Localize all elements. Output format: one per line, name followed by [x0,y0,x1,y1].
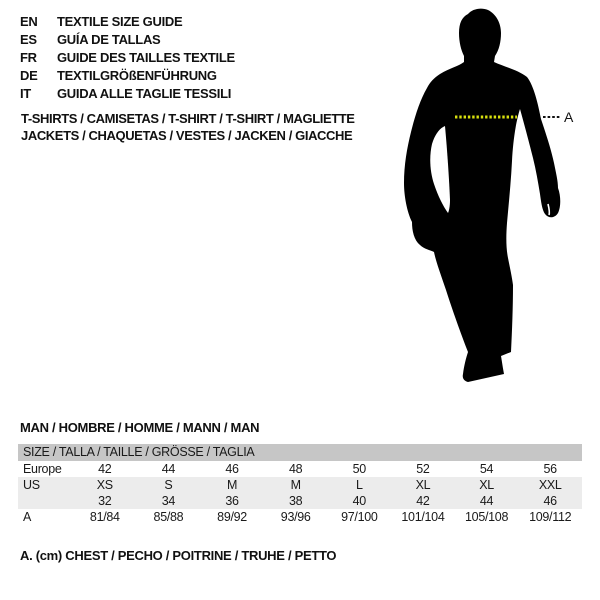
table-cell: 89/92 [217,510,247,524]
table-cell: 105/108 [465,510,509,524]
language-code: ES [20,32,37,47]
table-cell: 40 [352,494,366,508]
language-label: TEXTILE SIZE GUIDE [57,14,183,29]
row-label: US [23,478,40,492]
language-code: EN [20,14,38,29]
table-cell: 50 [352,462,366,476]
table-cell: 36 [225,494,239,508]
table-cell: 85/88 [153,510,184,524]
row-label [18,493,73,509]
man-silhouette [404,9,560,382]
table-cell: S [164,478,173,492]
section-title-man: MAN / HOMBRE / HOMME / MANN / MAN [20,420,260,435]
table-cell: 109/112 [529,510,572,524]
table-cell: 48 [289,462,303,476]
table-cell: 34 [161,494,176,508]
table-cell: XXL [538,478,562,492]
table-row [18,461,582,477]
table-cell: XL [479,478,494,492]
measure-label: A [564,109,574,125]
language-label: GUIDA ALLE TAGLIE TESSILI [57,86,232,101]
table-cell: 56 [543,462,557,476]
table-cell: 32 [98,494,112,508]
garment-line-tshirts: T-SHIRTS / CAMISETAS / T-SHIRT / T-SHIRT / MAGLIETTE [21,111,355,126]
table-cell: 54 [479,462,494,476]
table-cell: 46 [225,462,239,476]
table-row [18,509,582,525]
table-cell: 42 [416,494,430,508]
table-cell: 97/100 [341,510,378,524]
table-cell: 46 [543,494,557,508]
table-cell: 42 [98,462,112,476]
table-cell: L [355,478,363,492]
size-table [18,444,582,525]
table-cell: 44 [161,462,176,476]
table-cell: M [227,478,238,492]
table-cell: XL [415,478,431,492]
table-row [18,477,582,493]
language-label: GUIDE DES TAILLES TEXTILE [57,50,235,65]
table-cell: XS [96,478,113,492]
size-table-body [18,461,582,525]
size-table-header: SIZE / TALLA / TAILLE / GRÖSSE / TAGLIA [18,444,582,461]
language-code: FR [20,50,37,65]
language-code: DE [20,68,38,83]
language-label: GUÍA DE TALLAS [57,32,161,47]
language-label: TEXTILGRÖßENFÜHRUNG [57,68,217,83]
row-label: A [23,510,32,524]
table-cell: 38 [289,494,303,508]
table-row [18,493,582,509]
table-cell: 52 [416,462,430,476]
language-code: IT [20,86,31,101]
table-cell: 93/96 [280,510,311,524]
measurement-footnote: A. (cm) CHEST / PECHO / POITRINE / TRUHE / PETTO [20,548,337,563]
garment-line-jackets: JACKETS / CHAQUETAS / VESTES / JACKEN / GIACCHE [21,128,353,143]
table-cell: M [290,478,301,492]
table-cell: 44 [479,494,494,508]
table-cell: 81/84 [89,510,120,524]
table-cell: 101/104 [401,510,445,524]
row-label: Europe [23,462,62,476]
